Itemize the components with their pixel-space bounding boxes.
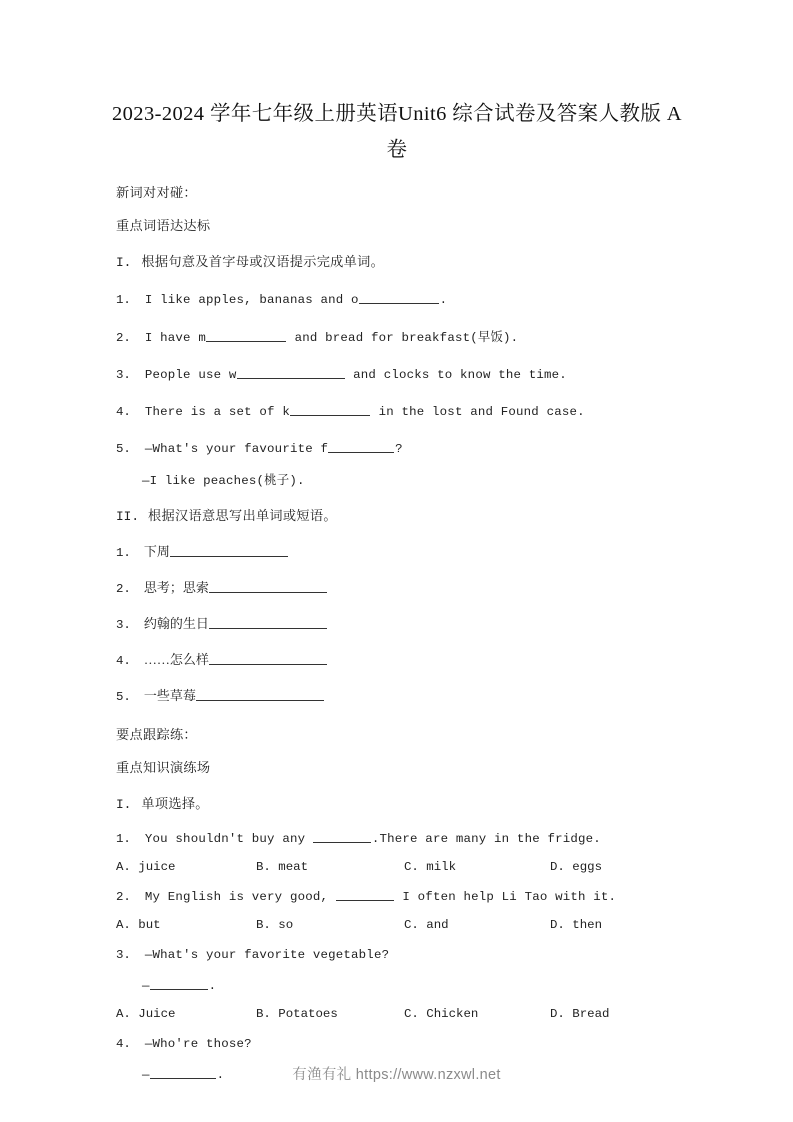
item-number: 5.: [116, 442, 131, 456]
option-c[interactable]: C. milk: [404, 860, 457, 874]
option-b[interactable]: B. meat: [256, 860, 309, 874]
options-row: [116, 918, 682, 932]
question: [116, 829, 682, 847]
option-b[interactable]: B. Potatoes: [256, 1007, 338, 1021]
question-text-post: .There are many in the fridge.: [371, 832, 601, 846]
section2-part1-instruction: 单项选择。: [141, 796, 209, 811]
option-b[interactable]: B. so: [256, 918, 294, 932]
item-text-post: and bread for breakfast(早饭).: [286, 331, 519, 345]
list-item: [116, 402, 682, 420]
fill-in-blank[interactable]: [150, 977, 208, 990]
item-number: 2.: [116, 331, 131, 345]
item-text-pre: I like apples, bananas and o: [144, 293, 359, 307]
options-row: [116, 860, 682, 874]
fill-in-blank[interactable]: [206, 329, 286, 342]
list-item: [116, 541, 682, 561]
fill-in-blank[interactable]: [328, 440, 394, 453]
item-text: 约翰的生日: [143, 616, 209, 631]
option-d[interactable]: D. Bread: [550, 1007, 610, 1021]
option-c[interactable]: C. Chicken: [404, 1007, 479, 1021]
fill-in-blank[interactable]: [170, 544, 288, 557]
answer-period: .: [208, 979, 217, 993]
section1-part2-label: II.: [116, 509, 140, 524]
option-a[interactable]: A. juice: [116, 860, 176, 874]
item-number: 3.: [116, 368, 131, 382]
document-body: [116, 182, 682, 1083]
section1-subheading-row: [116, 215, 682, 235]
section1-part2-instruction-row: [116, 505, 682, 525]
item-text: 一些草莓: [143, 688, 196, 703]
section1-subheading: 重点词语达达标: [116, 218, 211, 233]
item-text-pre: There is a set of k: [144, 405, 290, 419]
section2-subheading-row: [116, 757, 682, 777]
section2-heading: 要点跟踪练：: [116, 727, 197, 742]
section1-heading-row: [116, 182, 682, 202]
list-item: [116, 613, 682, 633]
item-text: ……怎么样: [143, 652, 209, 667]
section2-heading-row: [116, 724, 682, 744]
item-number: 4.: [116, 654, 131, 668]
option-a[interactable]: A. Juice: [116, 1007, 176, 1021]
question: [116, 887, 682, 905]
section1-part1-instruction: 根据句意及首字母或汉语提示完成单词。: [141, 254, 385, 269]
item-text-post: ?: [395, 442, 403, 456]
list-item-answer-line: [116, 470, 682, 489]
question-text-pre: You shouldn't buy any: [144, 832, 313, 846]
fill-in-blank[interactable]: [237, 366, 345, 379]
section2-subheading: 重点知识演练场: [116, 760, 211, 775]
item-number: 1.: [116, 546, 131, 560]
section2-part1-instruction-row: [116, 793, 682, 813]
question-text-pre: —Who're those?: [144, 1037, 252, 1051]
item-number: 2.: [116, 582, 131, 596]
item-number: 3.: [116, 618, 131, 632]
fill-in-blank[interactable]: [336, 888, 394, 901]
list-item: [116, 439, 682, 457]
answer-dash: —: [142, 979, 150, 993]
item-number: 1.: [116, 293, 131, 307]
item-text-post: in the lost and Found case.: [370, 405, 585, 419]
item-answer-text: —I like peaches(桃子).: [142, 474, 305, 488]
answer-period: .: [216, 1068, 225, 1082]
option-d[interactable]: D. eggs: [550, 860, 603, 874]
question-text-pre: My English is very good,: [144, 890, 336, 904]
question-text-pre: —What's your favorite vegetable?: [144, 948, 390, 962]
page-title: 2023-2024 学年七年级上册英语Unit6 综合试卷及答案人教版 A 卷: [112, 103, 683, 161]
section1-part1-label: I.: [116, 255, 132, 270]
item-text: 下周: [143, 544, 170, 559]
section1-part1-instruction-row: [116, 251, 682, 271]
question: [116, 1034, 682, 1052]
section2-part1-label: I.: [116, 797, 132, 812]
footer-watermark: 有渔有礼 https://www.nzxwl.net: [292, 1067, 501, 1083]
fill-in-blank[interactable]: [290, 403, 370, 416]
question-number: 4.: [116, 1037, 131, 1051]
list-item: [116, 685, 682, 705]
list-item: [116, 577, 682, 597]
question-answer-line: [116, 976, 682, 994]
answer-dash: —: [142, 1068, 150, 1082]
question-number: 2.: [116, 890, 131, 904]
list-item: [116, 649, 682, 669]
fill-in-blank[interactable]: [313, 830, 371, 843]
item-number: 5.: [116, 690, 131, 704]
option-c[interactable]: C. and: [404, 918, 449, 932]
item-number: 4.: [116, 405, 131, 419]
fill-in-blank[interactable]: [196, 688, 324, 701]
list-item: [116, 327, 682, 346]
options-row: [116, 1007, 682, 1021]
fill-in-blank[interactable]: [359, 291, 439, 304]
fill-in-blank[interactable]: [209, 616, 327, 629]
list-item: [116, 290, 682, 308]
list-item: [116, 365, 682, 383]
option-a[interactable]: A. but: [116, 918, 161, 932]
section1-heading: 新词对对碰：: [116, 185, 197, 200]
question-number: 1.: [116, 832, 131, 846]
question-text-post: I often help Li Tao with it.: [394, 890, 617, 904]
item-text-pre: —What's your favourite f: [144, 442, 329, 456]
option-d[interactable]: D. then: [550, 918, 603, 932]
item-text-post: .: [439, 293, 448, 307]
fill-in-blank[interactable]: [209, 580, 327, 593]
item-text-post: and clocks to know the time.: [345, 368, 567, 382]
item-text-pre: I have m: [144, 331, 206, 345]
item-text-pre: People use w: [144, 368, 237, 382]
section1-part2-instruction: 根据汉语意思写出单词或短语。: [148, 508, 337, 523]
item-text: 思考；思索: [143, 580, 209, 595]
question: [116, 945, 682, 963]
question-number: 3.: [116, 948, 131, 962]
fill-in-blank[interactable]: [209, 652, 327, 665]
